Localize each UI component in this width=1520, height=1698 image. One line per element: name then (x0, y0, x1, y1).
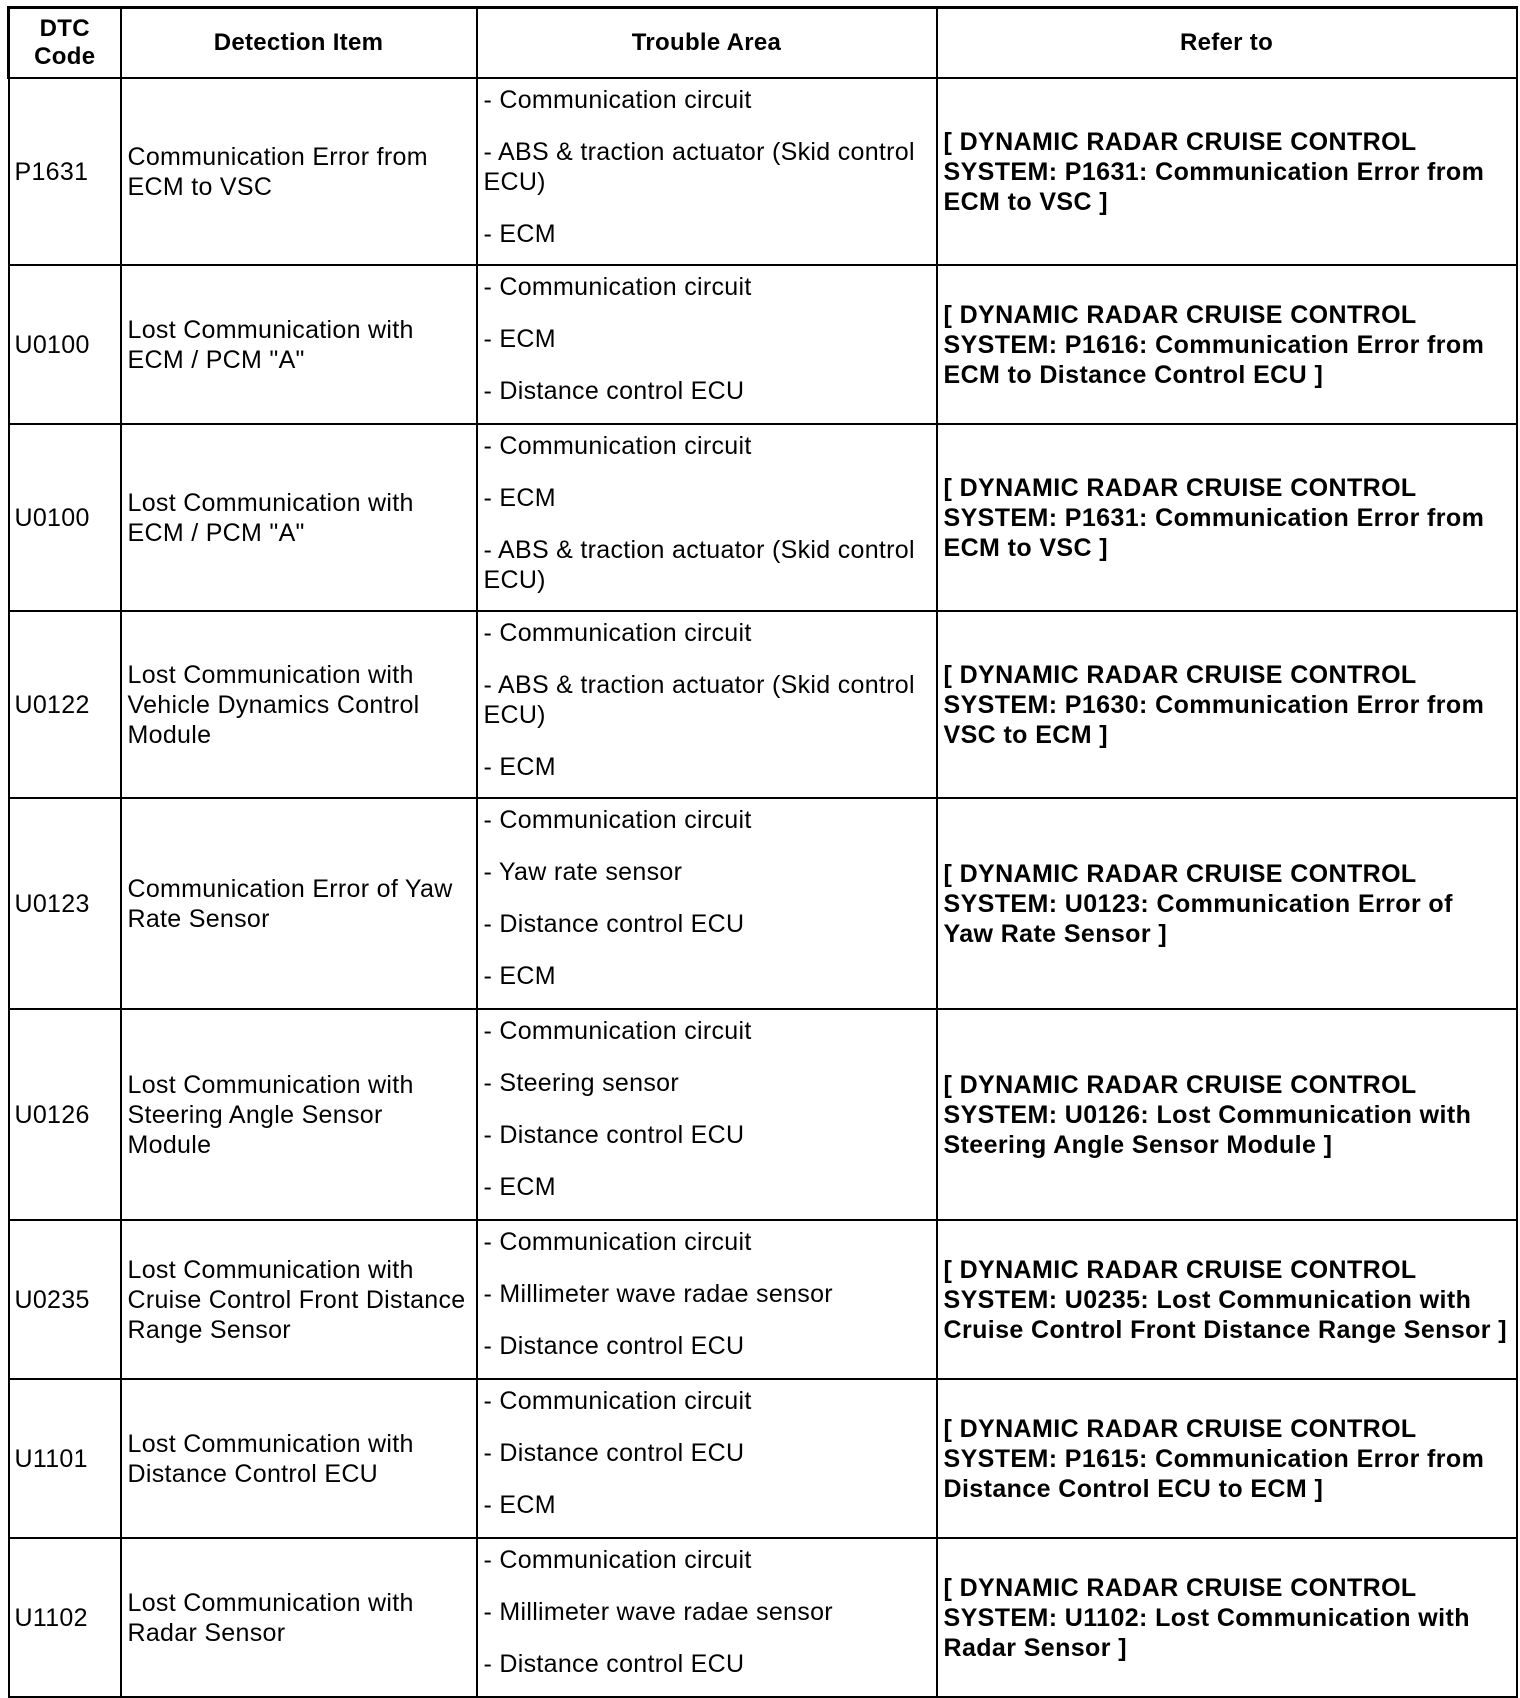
detection-item-cell: Lost Communication with Cruise Control Front Distance Range Sensor (121, 1220, 477, 1379)
refer-to-link[interactable]: [ DYNAMIC RADAR CRUISE CONTROL SYSTEM: P1630: Communication Error from VSC to ECM ] (937, 611, 1517, 798)
trouble-area-item: - Communication circuit (483, 1387, 752, 1415)
header-dtc-code: DTC Code (9, 8, 121, 79)
trouble-area-cell (477, 1538, 937, 1697)
table-row (9, 1538, 1517, 1697)
refer-to-link[interactable]: [ DYNAMIC RADAR CRUISE CONTROL SYSTEM: P1631: Communication Error from ECM to VSC ] (937, 78, 1517, 265)
table-row (9, 78, 1517, 265)
trouble-area-item: - Communication circuit (483, 86, 752, 114)
trouble-area-item: - Communication circuit (483, 1017, 752, 1045)
dtc-code-cell: U0100 (9, 424, 121, 611)
trouble-area-cell (477, 265, 937, 424)
trouble-area-item: - Millimeter wave radae sensor (483, 1598, 833, 1626)
table-row (9, 265, 1517, 424)
trouble-area-item: - ABS & traction actuator (Skid control ECU) (483, 536, 915, 594)
table-row (9, 611, 1517, 798)
trouble-area-item: - Communication circuit (483, 619, 752, 647)
trouble-area-cell (477, 611, 937, 798)
trouble-area-item: - Distance control ECU (483, 1332, 745, 1360)
detection-item-cell: Lost Communication with Distance Control ECU (121, 1379, 477, 1538)
trouble-area-cell (477, 798, 937, 1009)
trouble-area-item: - Distance control ECU (483, 377, 745, 405)
dtc-code-cell: U1102 (9, 1538, 121, 1697)
detection-item-cell: Lost Communication with Steering Angle Sensor Module (121, 1009, 477, 1220)
detection-item-cell: Communication Error of Yaw Rate Sensor (121, 798, 477, 1009)
detection-item-cell: Lost Communication with Vehicle Dynamics Control Module (121, 611, 477, 798)
table-row (9, 1379, 1517, 1538)
dtc-code-cell: U0235 (9, 1220, 121, 1379)
trouble-area-item: - ECM (483, 484, 556, 512)
dtc-code-cell: U0126 (9, 1009, 121, 1220)
trouble-area-item: - Distance control ECU (483, 1650, 745, 1678)
header-detection-item: Detection Item (121, 8, 477, 79)
trouble-area-cell (477, 1009, 937, 1220)
refer-to-link[interactable]: [ DYNAMIC RADAR CRUISE CONTROL SYSTEM: U0235: Lost Communication with Cruise Control Front Distance Range Sensor ] (937, 1220, 1517, 1379)
trouble-area-item: - ECM (483, 1173, 556, 1201)
trouble-area-cell (477, 1220, 937, 1379)
trouble-area-item: - Communication circuit (483, 1228, 752, 1256)
refer-to-link[interactable]: [ DYNAMIC RADAR CRUISE CONTROL SYSTEM: P1616: Communication Error from ECM to Distance Control ECU ] (937, 265, 1517, 424)
trouble-area-item: - Steering sensor (483, 1069, 679, 1097)
trouble-area-item: - Communication circuit (483, 273, 752, 301)
trouble-area-cell (477, 1379, 937, 1538)
table-row (9, 424, 1517, 611)
dtc-code-cell: U0123 (9, 798, 121, 1009)
detection-item-cell: Lost Communication with ECM / PCM "A" (121, 424, 477, 611)
refer-to-link[interactable]: [ DYNAMIC RADAR CRUISE CONTROL SYSTEM: U1102: Lost Communication with Radar Sensor ] (937, 1538, 1517, 1697)
trouble-area-item: - Distance control ECU (483, 1439, 745, 1467)
dtc-code-cell: P1631 (9, 78, 121, 265)
table-row (9, 1009, 1517, 1220)
refer-to-link[interactable]: [ DYNAMIC RADAR CRUISE CONTROL SYSTEM: U0123: Communication Error of Yaw Rate Sensor ] (937, 798, 1517, 1009)
table-header (9, 8, 1517, 79)
dtc-code-cell: U0100 (9, 265, 121, 424)
trouble-area-item: - ECM (483, 962, 556, 990)
header-refer-to: Refer to (937, 8, 1517, 79)
header-row (9, 8, 1517, 79)
table-body (9, 78, 1517, 1697)
trouble-area-item: - Millimeter wave radae sensor (483, 1280, 833, 1308)
trouble-area-item: - ABS & traction actuator (Skid control ECU) (483, 138, 915, 196)
trouble-area-item: - ECM (483, 753, 556, 781)
trouble-area-item: - Communication circuit (483, 1546, 752, 1574)
trouble-area-item: - Distance control ECU (483, 910, 745, 938)
table-row (9, 798, 1517, 1009)
trouble-area-item: - ECM (483, 220, 556, 248)
detection-item-cell: Lost Communication with Radar Sensor (121, 1538, 477, 1697)
table-row (9, 1220, 1517, 1379)
trouble-area-item: - Yaw rate sensor (483, 858, 683, 886)
detection-item-cell: Lost Communication with ECM / PCM "A" (121, 265, 477, 424)
trouble-area-item: - Communication circuit (483, 806, 752, 834)
header-trouble-area: Trouble Area (477, 8, 937, 79)
dtc-code-cell: U0122 (9, 611, 121, 798)
trouble-area-item: - ABS & traction actuator (Skid control ECU) (483, 671, 915, 729)
trouble-area-cell (477, 424, 937, 611)
detection-item-cell: Communication Error from ECM to VSC (121, 78, 477, 265)
refer-to-link[interactable]: [ DYNAMIC RADAR CRUISE CONTROL SYSTEM: P1631: Communication Error from ECM to VSC ] (937, 424, 1517, 611)
trouble-area-cell (477, 78, 937, 265)
refer-to-link[interactable]: [ DYNAMIC RADAR CRUISE CONTROL SYSTEM: P1615: Communication Error from Distance Control ECU to ECM ] (937, 1379, 1517, 1538)
trouble-area-item: - ECM (483, 1491, 556, 1519)
trouble-area-item: - Distance control ECU (483, 1121, 745, 1149)
refer-to-link[interactable]: [ DYNAMIC RADAR CRUISE CONTROL SYSTEM: U0126: Lost Communication with Steering Angle Sensor Module ] (937, 1009, 1517, 1220)
dtc-table (7, 6, 1518, 1698)
trouble-area-item: - ECM (483, 325, 556, 353)
dtc-code-cell: U1101 (9, 1379, 121, 1538)
trouble-area-item: - Communication circuit (483, 432, 752, 460)
